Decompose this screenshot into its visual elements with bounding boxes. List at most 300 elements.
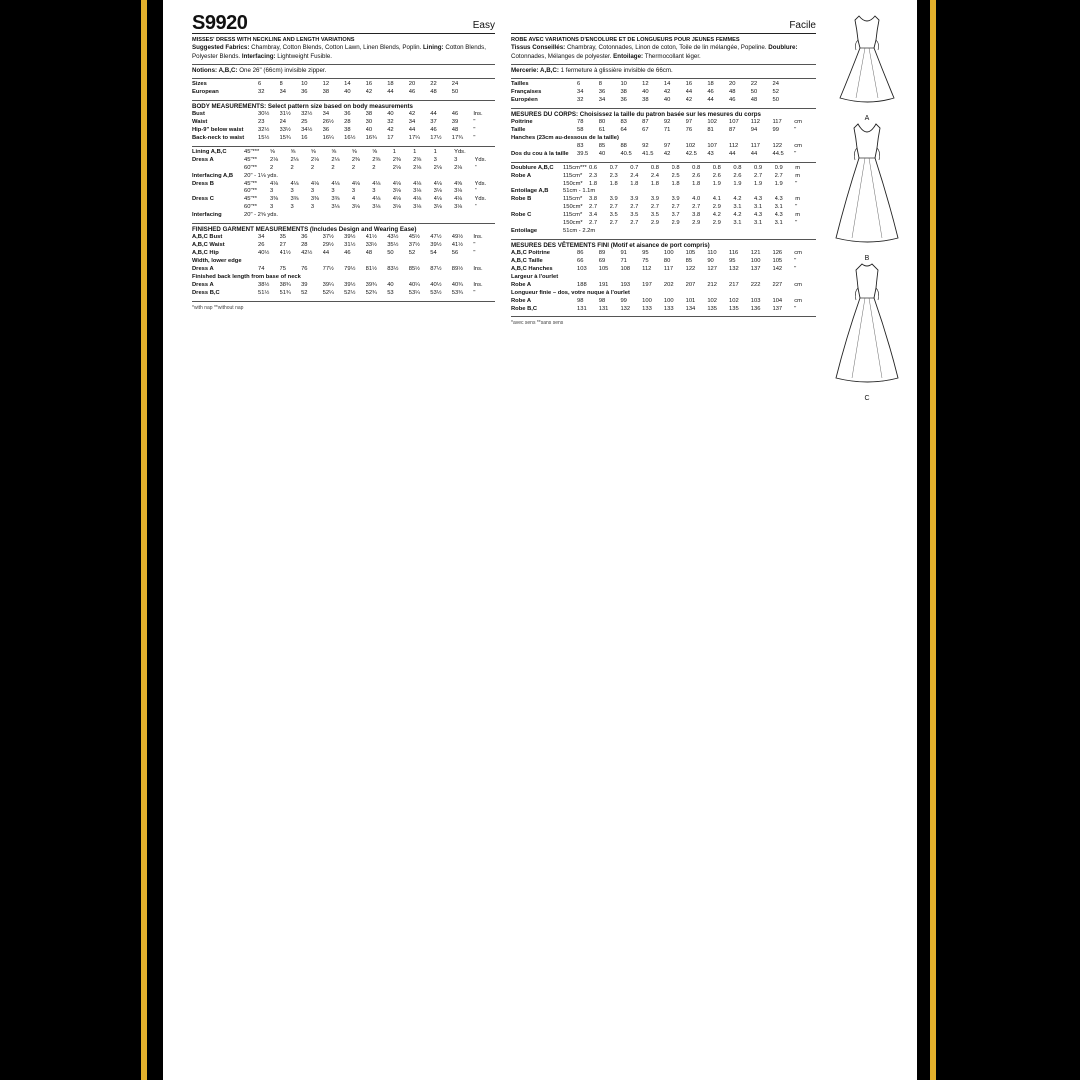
table-cell: 193 — [620, 281, 631, 288]
table-cell: 53 — [387, 289, 394, 296]
table-cell: 15¾ — [279, 135, 291, 142]
dress-c-line-art — [832, 262, 902, 390]
table-cell: 85½ — [408, 266, 421, 272]
table-cell: " — [794, 305, 797, 312]
table-cell: 44 — [387, 89, 394, 96]
table-cell: 1.8 — [589, 180, 598, 187]
table-cell: 100 — [663, 297, 674, 304]
table-cell: 40.5 — [620, 150, 632, 157]
table-cell: " — [474, 188, 477, 195]
table-cell: 2 — [372, 164, 376, 171]
table-cell: 53¾ — [451, 289, 464, 296]
table-cell: 69 — [598, 258, 606, 265]
table-cell: 32 — [387, 119, 394, 126]
table-cell: 85 — [598, 142, 606, 149]
finished-measurements-title: FINISHED GARMENT MEASUREMENTS (Includes Design and Wearing Ease) — [192, 226, 417, 234]
table-row — [511, 165, 816, 173]
table-cell: 105 — [598, 266, 609, 272]
fabric-width: 60"** — [244, 204, 258, 211]
table-cell: 28 — [301, 242, 308, 249]
row-label: Back-neck to waist — [192, 135, 245, 142]
table-cell: 3⅛ — [392, 188, 401, 195]
table-row — [511, 266, 816, 274]
table-cell: 3⅛ — [433, 188, 442, 195]
table-cell: 112 — [642, 266, 652, 272]
table-cell: " — [795, 180, 798, 187]
table-cell: 38 — [322, 89, 330, 96]
table-cell: 2.7 — [630, 220, 639, 227]
table-cell: 89½ — [451, 266, 464, 272]
table-cell: 33½ — [279, 127, 291, 134]
table-cell: 135 — [707, 305, 717, 312]
table-row — [511, 143, 816, 151]
frame-bar-right — [930, 0, 936, 1080]
table-cell: 2.9 — [650, 220, 659, 227]
table-cell: 4⅛ — [454, 196, 463, 203]
table-cell: 79½ — [344, 266, 356, 272]
table-cell: 121 — [750, 250, 761, 257]
table-cell: 127 — [707, 266, 717, 272]
table-cell: " — [473, 242, 476, 249]
table-cell: 54 — [430, 250, 437, 257]
table-cell: 2.9 — [692, 220, 701, 227]
frame-bar-left — [141, 0, 147, 1080]
table-cell: 92 — [642, 142, 649, 149]
table-cell: 38½ — [258, 281, 270, 288]
table-cell: 134 — [685, 305, 696, 312]
table-cell: 4⅛ — [372, 180, 381, 187]
row-label: Lining A,B,C — [192, 148, 227, 155]
table-cell: " — [473, 127, 476, 134]
table-cell: 1.9 — [712, 180, 721, 187]
table-cell: 16 — [301, 135, 308, 142]
table-cell: 2.4 — [630, 172, 639, 179]
table-cell: 76 — [301, 266, 308, 272]
table-cell: 0.8 — [650, 164, 659, 171]
fabric-width: 150cm* — [563, 204, 583, 211]
row-label: A,B,C Hip — [192, 250, 219, 257]
table-cell: 2.9 — [712, 220, 721, 227]
table-cell: 102 — [707, 297, 717, 304]
table-cell: 42 — [387, 127, 394, 134]
table-row — [192, 135, 495, 143]
table-cell: 32 — [258, 89, 265, 96]
table-cell: 64 — [620, 127, 627, 134]
table-cell: " — [474, 164, 477, 171]
table-cell: 0.7 — [630, 164, 639, 171]
table-cell: 3.8 — [589, 196, 598, 203]
table-cell: 22 — [430, 81, 437, 88]
table-cell: 38 — [620, 89, 627, 96]
table-cell: 4⅝ — [454, 180, 463, 187]
table-cell: 3 — [372, 188, 376, 195]
fabric-yardage-table-fr — [511, 165, 816, 236]
table-row — [511, 258, 816, 266]
table-cell: ⅝ — [372, 148, 378, 155]
english-header — [192, 12, 495, 34]
table-cell: 100 — [750, 258, 761, 265]
table-cell: 41½ — [279, 250, 291, 257]
table-cell: Ins. — [473, 234, 483, 241]
fabric-width: 60"** — [244, 164, 258, 171]
view-c-illustration — [832, 262, 902, 402]
table-cell: 3 — [270, 188, 274, 195]
table-cell: 3.4 — [589, 212, 598, 219]
table-cell: 1.8 — [609, 180, 618, 187]
table-cell: 2.7 — [609, 220, 618, 227]
table-cell: 16¾ — [365, 135, 377, 142]
french-column — [511, 12, 816, 328]
table-cell: 49½ — [451, 234, 464, 241]
view-c-label: C — [864, 395, 870, 402]
row-label: Tailles — [511, 81, 529, 88]
table-cell: 3.1 — [733, 204, 742, 211]
table-cell: 110 — [707, 250, 717, 257]
finished-measurements-table — [192, 234, 495, 297]
table-cell: 100 — [642, 297, 652, 304]
table-cell: 46 — [408, 89, 416, 96]
pattern-number: S9920 — [192, 12, 248, 34]
table-cell: 36 — [301, 234, 308, 241]
table-cell: 3⅛ — [331, 204, 340, 211]
table-row — [511, 298, 816, 306]
table-cell: " — [795, 204, 798, 211]
table-cell: 39 — [451, 119, 459, 126]
table-cell: 10 — [301, 81, 308, 88]
table-cell: 36 — [301, 89, 308, 96]
fabric-width: 115cm* — [563, 172, 583, 179]
table-cell: 4⅛ — [413, 180, 422, 187]
table-cell: 39½ — [344, 234, 356, 241]
footnote: *with nap **without nap — [192, 301, 495, 312]
table-cell: 3 — [290, 188, 294, 195]
table-row — [511, 212, 816, 220]
table-cell: m — [795, 196, 801, 203]
table-cell: 197 — [642, 281, 652, 288]
table-cell: 3.9 — [609, 196, 618, 203]
table-cell: 39.5 — [577, 150, 589, 157]
fabric-width: 150cm* — [563, 220, 583, 227]
table-cell: 1.8 — [630, 180, 639, 187]
table-cell: 4 — [351, 196, 356, 203]
table-cell: 3.1 — [754, 220, 763, 227]
fabric-width: 51cm - 1.1m — [563, 188, 596, 195]
table-cell: 76 — [685, 127, 693, 134]
table-cell: 10 — [620, 81, 627, 88]
table-cell: 83 — [620, 119, 627, 126]
table-row — [192, 196, 495, 204]
table-cell: 36 — [620, 97, 627, 103]
row-label: Européen — [511, 97, 538, 103]
table-cell: 35½ — [387, 242, 399, 249]
row-label: A,B,C Poitrine — [511, 250, 550, 257]
table-cell: 87½ — [430, 266, 442, 272]
table-cell: 50 — [750, 89, 758, 96]
table-cell: ⅝ — [310, 148, 316, 155]
table-cell: 42 — [663, 150, 671, 157]
table-cell: 137 — [772, 305, 783, 312]
table-cell: 80 — [598, 119, 606, 126]
table-cell: 4⅛ — [433, 196, 442, 203]
table-cell: 24 — [451, 81, 459, 88]
table-cell: 3 — [270, 204, 274, 211]
table-cell: 42.5 — [685, 150, 697, 157]
table-cell: 44 — [408, 127, 416, 134]
table-cell: 37 — [430, 119, 437, 126]
table-cell: 71 — [620, 258, 627, 265]
table-cell: 102 — [729, 297, 739, 304]
garment-title-fr: ROBE AVEC VARIATIONS D'ENCOLURE ET DE LONGUEURS POUR JEUNES FEMMES — [511, 37, 740, 43]
table-cell: 40¼ — [408, 281, 421, 288]
table-cell: 102 — [685, 142, 696, 149]
table-cell: 30 — [365, 119, 373, 126]
table-row — [192, 274, 495, 282]
table-cell: 48 — [365, 250, 373, 257]
table-cell: 42 — [663, 89, 671, 96]
table-cell: 61 — [598, 127, 606, 134]
table-cell: 48 — [729, 89, 736, 96]
table-cell: 81½ — [365, 266, 377, 272]
table-cell: 29½ — [322, 242, 334, 249]
table-cell: 122 — [772, 142, 783, 149]
table-cell: 34 — [322, 111, 330, 118]
table-cell: 3 — [331, 188, 335, 195]
table-row — [192, 81, 495, 89]
row-label: A,B,C Taille — [511, 258, 543, 265]
row-label: Robe B,C — [511, 305, 538, 312]
table-cell: 2.7 — [589, 220, 598, 227]
row-label: Robe A — [511, 297, 532, 304]
table-cell: 67 — [642, 127, 649, 134]
fabric-width: 45"*** — [244, 148, 260, 155]
table-cell: 8 — [279, 81, 283, 88]
table-cell: 17½ — [430, 135, 442, 142]
fabric-width: 20" - 2⅝ yds. — [244, 212, 278, 219]
table-cell: Yds. — [474, 196, 487, 203]
table-row — [511, 250, 816, 258]
table-cell: 44 — [430, 111, 437, 118]
row-label — [511, 143, 577, 151]
table-cell: 0.6 — [589, 164, 598, 171]
table-row — [511, 306, 816, 314]
table-cell: 2 — [290, 164, 294, 171]
table-cell: 40¾ — [451, 281, 464, 288]
body-measurements-title: BODY MEASUREMENTS: Select pattern size based on body measurements — [192, 103, 413, 110]
row-label: Dress A — [192, 281, 214, 288]
table-cell: 4.2 — [712, 212, 721, 219]
table-cell: 52½ — [344, 289, 356, 296]
table-cell: 101 — [685, 297, 696, 304]
table-cell: 32½ — [301, 111, 313, 118]
table-cell: 4⅛ — [351, 180, 360, 187]
table-row — [192, 173, 495, 181]
table-cell: 2.6 — [712, 172, 721, 179]
table-cell: 4.0 — [692, 196, 701, 203]
table-cell: ⅝ — [290, 148, 296, 155]
table-row — [192, 111, 495, 119]
table-cell: 40 — [663, 97, 671, 103]
table-cell: 2.6 — [692, 172, 701, 179]
row-label: Robe A — [511, 172, 532, 179]
table-cell: 4⅛ — [392, 180, 401, 187]
table-cell: 33½ — [365, 242, 377, 249]
row-label: Dress C — [192, 196, 214, 203]
table-cell: 25 — [301, 119, 308, 126]
table-cell: 89 — [598, 250, 606, 257]
table-cell: 17¼ — [408, 135, 421, 142]
table-cell: 105 — [772, 258, 783, 265]
garment-title: MISSES' DRESS WITH NECKLINE AND LENGTH VARIATIONS — [192, 37, 355, 43]
table-cell: 94 — [750, 127, 758, 134]
table-cell: 34 — [577, 89, 584, 96]
table-cell: 56 — [451, 250, 459, 257]
table-cell: 3⅜ — [270, 196, 279, 203]
table-cell: 40 — [387, 281, 394, 288]
table-cell: 132 — [620, 305, 631, 312]
table-cell: ⅝ — [351, 148, 357, 155]
table-cell: 3.9 — [650, 196, 659, 203]
row-label: Dress B — [192, 180, 214, 187]
table-cell: " — [794, 266, 797, 272]
table-cell: 3⅛ — [413, 204, 422, 211]
table-cell: 50 — [387, 250, 394, 257]
table-cell: 41½ — [451, 242, 464, 249]
table-cell: 227 — [772, 281, 783, 288]
table-cell: 17¾ — [451, 135, 464, 142]
row-label: Hip-9" below waist — [192, 127, 244, 134]
table-cell: " — [473, 119, 476, 126]
row-label: Taille — [511, 127, 526, 134]
table-cell: 136 — [750, 305, 761, 312]
table-cell: 88 — [620, 142, 627, 149]
table-row — [192, 149, 495, 157]
row-label: Entoilage A,B — [511, 188, 549, 195]
table-cell: 4.1 — [712, 196, 721, 203]
table-cell: 0.7 — [609, 164, 618, 171]
table-cell: 2⅜ — [413, 156, 422, 163]
table-cell: 3⅜ — [290, 196, 299, 203]
table-cell: 36 — [598, 89, 606, 96]
sizes-table — [192, 81, 495, 97]
table-cell: 39¾ — [365, 281, 377, 288]
fabric-yardage-table — [192, 149, 495, 220]
table-row — [192, 89, 495, 97]
table-cell: " — [474, 204, 477, 211]
table-row — [192, 258, 495, 266]
row-label: Interfacing A,B — [192, 172, 234, 179]
table-cell: 35 — [279, 234, 286, 241]
table-cell: 100 — [663, 250, 674, 257]
table-cell: 75 — [642, 258, 649, 265]
table-cell: 38¾ — [279, 281, 291, 288]
table-cell: 46 — [430, 127, 437, 134]
table-cell: Yds. — [454, 148, 466, 155]
table-cell: 77½ — [322, 266, 334, 272]
row-label: Width, lower edge — [192, 258, 242, 265]
table-cell: 202 — [663, 281, 674, 288]
table-cell: 51½ — [258, 289, 270, 296]
table-cell: 16 — [685, 81, 693, 88]
table-cell: cm — [794, 142, 802, 149]
table-cell: 39¼ — [322, 281, 334, 288]
table-cell: 4⅛ — [433, 180, 442, 187]
table-cell: 137 — [750, 266, 761, 272]
table-row — [192, 188, 495, 196]
table-cell: 12 — [322, 81, 330, 88]
row-label — [511, 220, 563, 228]
table-row — [511, 119, 816, 127]
table-cell: 3.9 — [671, 196, 680, 203]
table-cell: 8 — [598, 81, 602, 88]
table-cell: 4.2 — [733, 196, 742, 203]
table-cell: 40½ — [430, 281, 442, 288]
table-cell: 23 — [258, 119, 265, 126]
table-cell: 3⅛ — [392, 204, 401, 211]
table-cell: 74 — [258, 266, 265, 272]
row-label: A,B,C Bust — [192, 234, 223, 241]
table-cell: 27 — [279, 242, 286, 249]
table-row — [511, 81, 816, 89]
table-cell: 52 — [301, 289, 308, 296]
table-row — [192, 212, 495, 220]
table-cell: 31½ — [344, 242, 356, 249]
table-cell: ⅝ — [270, 148, 275, 155]
table-cell: 80 — [663, 258, 671, 265]
table-cell: 40 — [642, 89, 649, 96]
table-cell: 52¼ — [322, 289, 334, 296]
table-cell: 0.8 — [671, 164, 680, 171]
row-label: Hanches (23cm au-dessous de la taille) — [511, 135, 619, 142]
table-cell: 3⅜ — [331, 196, 340, 203]
table-row — [511, 204, 816, 212]
row-label — [511, 204, 563, 212]
table-cell: 4.3 — [774, 196, 783, 203]
footnote-fr: *avec sens **sans sens — [511, 316, 816, 327]
table-cell: 107 — [707, 142, 717, 149]
table-cell: 95 — [642, 250, 649, 257]
table-cell: 3⅛ — [351, 204, 360, 211]
table-cell: 92 — [663, 119, 671, 126]
table-cell: 20 — [408, 81, 416, 88]
table-row — [192, 242, 495, 250]
table-cell: 40 — [365, 127, 373, 134]
table-cell: 2⅛ — [433, 164, 442, 171]
fabric-width: 150cm* — [563, 180, 583, 187]
table-cell: 34 — [598, 97, 606, 103]
row-label: Dos du cou à la taille — [511, 150, 569, 157]
table-cell: 38 — [642, 97, 649, 103]
table-cell: 3⅛ — [413, 188, 422, 195]
table-cell: 44 — [707, 97, 714, 103]
table-cell: 39 — [301, 281, 308, 288]
table-cell: 44.5 — [772, 150, 784, 157]
table-cell: 34 — [279, 89, 286, 96]
table-cell: 98 — [577, 297, 584, 304]
table-cell: 3⅛ — [433, 204, 442, 211]
table-cell: 2.7 — [671, 204, 680, 211]
table-row — [192, 165, 495, 173]
table-cell: 48 — [750, 97, 758, 103]
table-cell: 2.3 — [589, 172, 598, 179]
table-cell: 18 — [707, 81, 714, 88]
table-row — [511, 228, 816, 236]
body-measurements-table — [192, 111, 495, 143]
fabric-width: 45"** — [244, 196, 258, 203]
table-cell: 83½ — [387, 266, 399, 272]
table-row — [511, 89, 816, 97]
table-cell: 3.1 — [733, 220, 742, 227]
row-label: Robe A — [511, 281, 532, 288]
